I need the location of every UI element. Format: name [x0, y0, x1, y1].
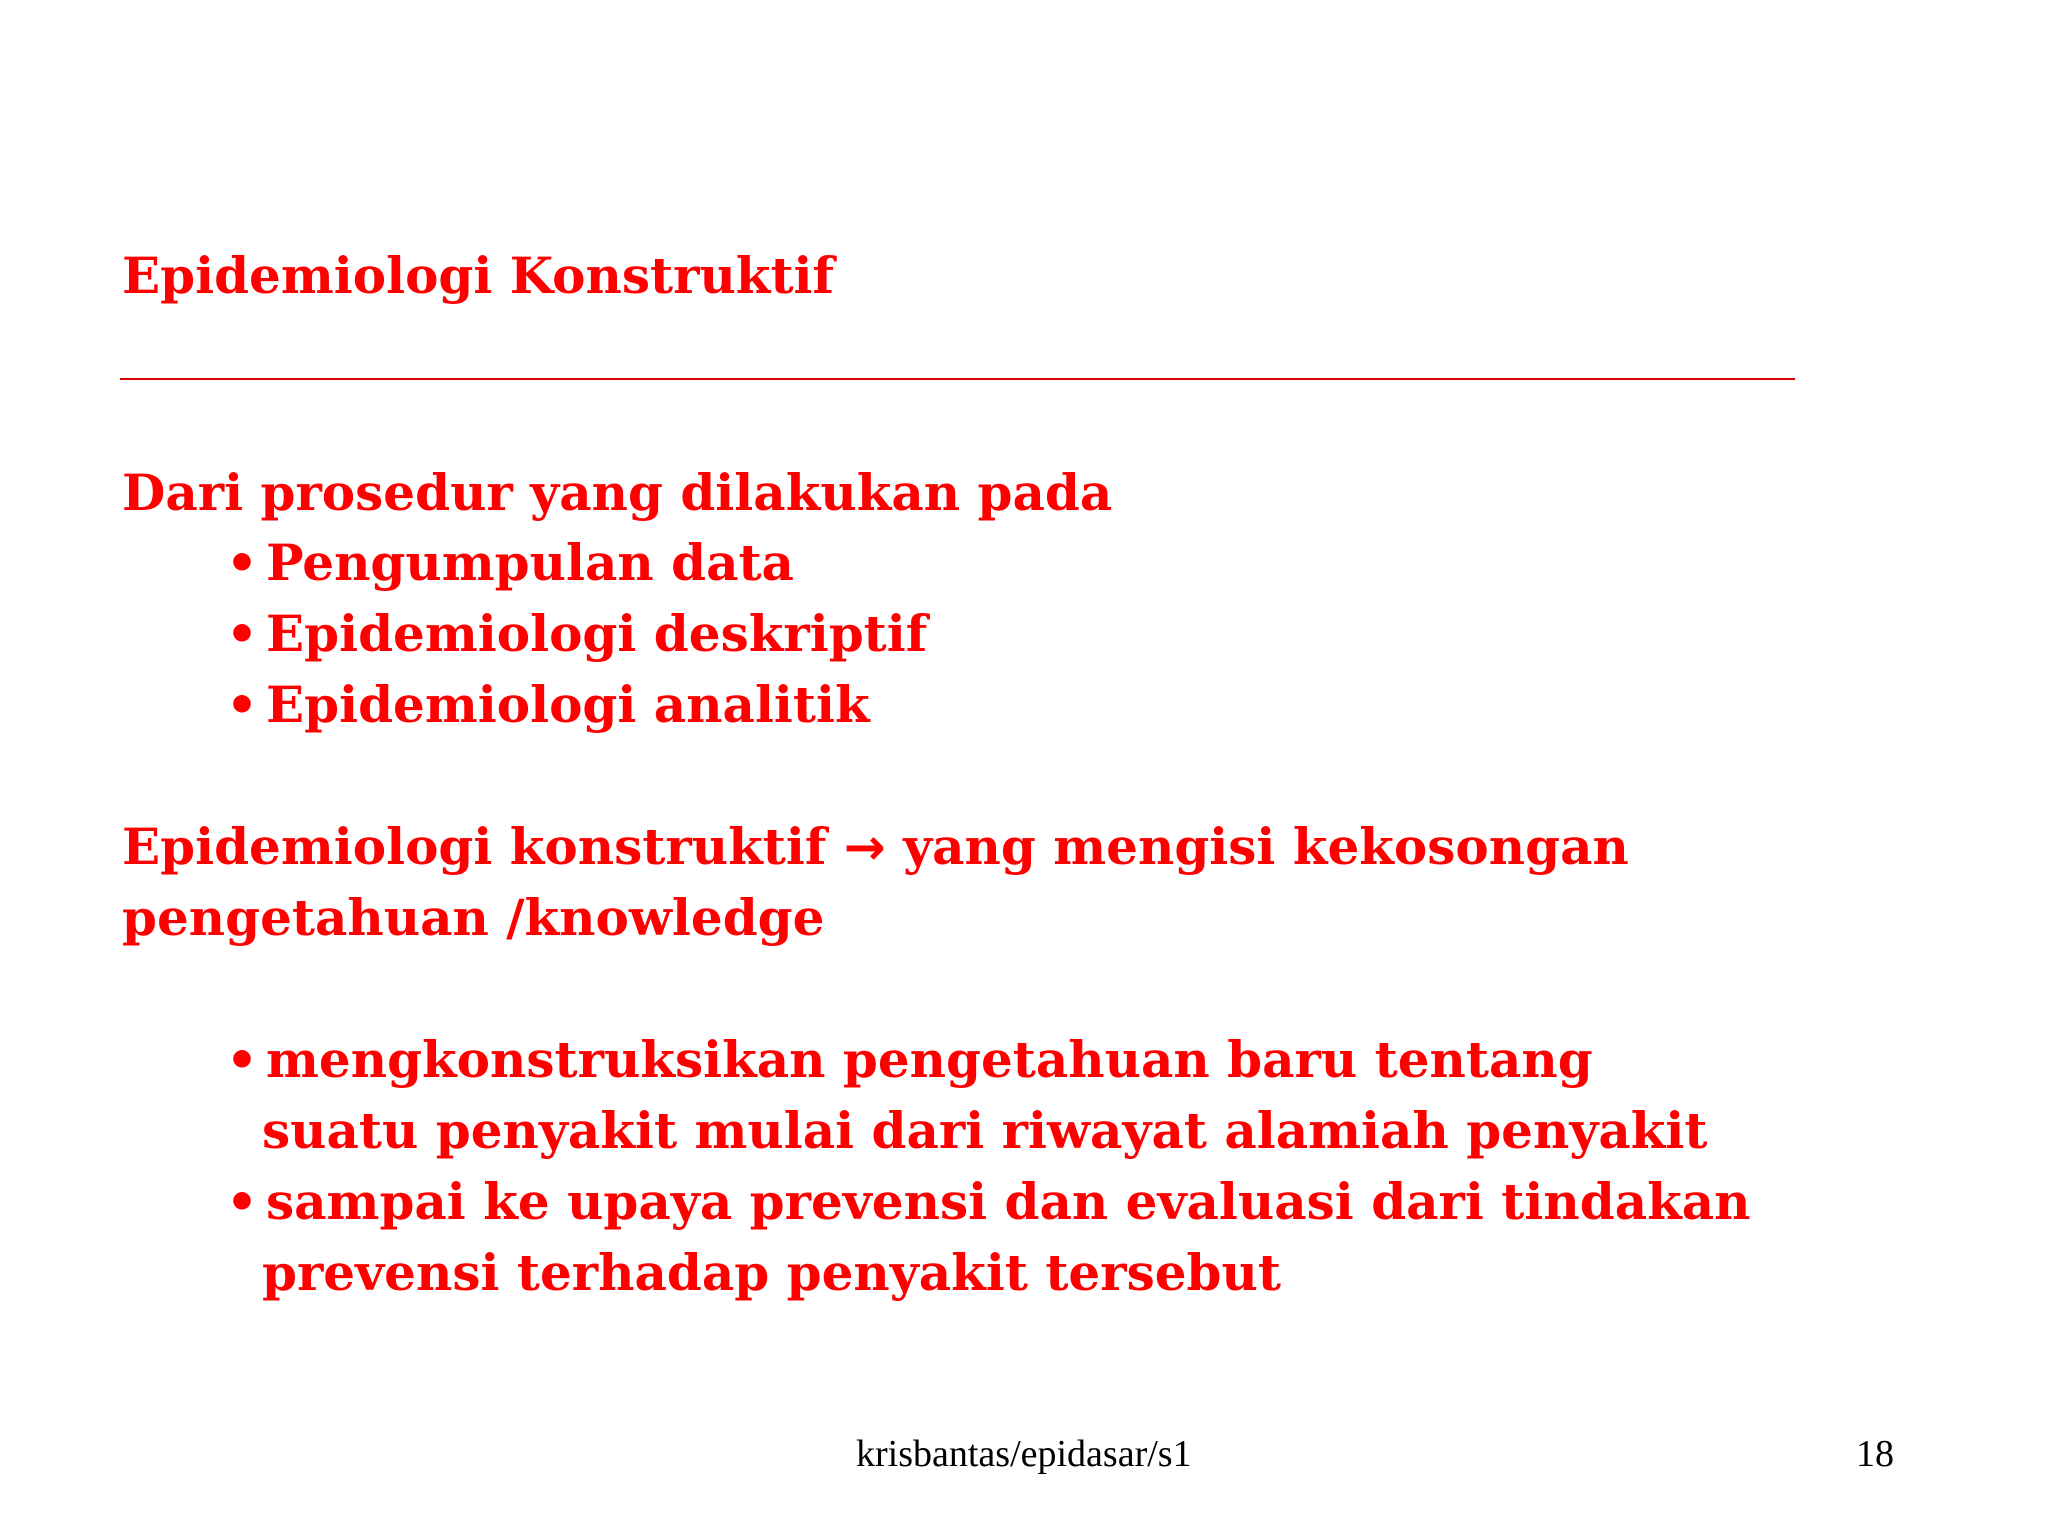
slide-title: Epidemiologi Konstruktif [122, 246, 835, 305]
procedure-item [226, 604, 927, 664]
point-line-1: sampai ke upaya prevensi dan evaluasi dari tindakan [266, 1172, 1751, 1231]
procedure-label: Epidemiologi deskriptif [266, 604, 928, 663]
page-number: 18 [1856, 1433, 1894, 1475]
arrow-right-icon: → [843, 818, 886, 876]
procedure-label: Epidemiologi analitik [266, 675, 870, 734]
definition-line-2: pengetahuan /knowledge [122, 888, 825, 947]
intro-text: Dari prosedur yang dilakukan pada [122, 463, 1113, 522]
point-continuation: suatu penyakit mulai dari riwayat alamiah penyakit [262, 1101, 1708, 1160]
bullet-icon: • [226, 533, 258, 592]
point-item [226, 1172, 1751, 1232]
bullet-icon: • [226, 675, 258, 734]
title-divider [120, 378, 1795, 380]
definition-text: yang mengisi kekosongan [903, 817, 1629, 876]
definition-term: Epidemiologi konstruktif [122, 817, 827, 876]
procedure-label: Pengumpulan data [266, 533, 794, 592]
point-item [226, 1030, 1593, 1090]
point-continuation: prevensi terhadap penyakit tersebut [262, 1243, 1281, 1302]
bullet-icon: • [226, 604, 258, 663]
footer-source: krisbantas/epidasar/s1 [856, 1433, 1192, 1475]
point-line-1: mengkonstruksikan pengetahuan baru tentang [266, 1030, 1593, 1089]
procedure-item [226, 533, 794, 593]
bullet-icon: • [226, 1172, 258, 1231]
definition-line-1 [122, 817, 1629, 877]
bullet-icon: • [226, 1030, 258, 1089]
procedure-item [226, 675, 870, 735]
